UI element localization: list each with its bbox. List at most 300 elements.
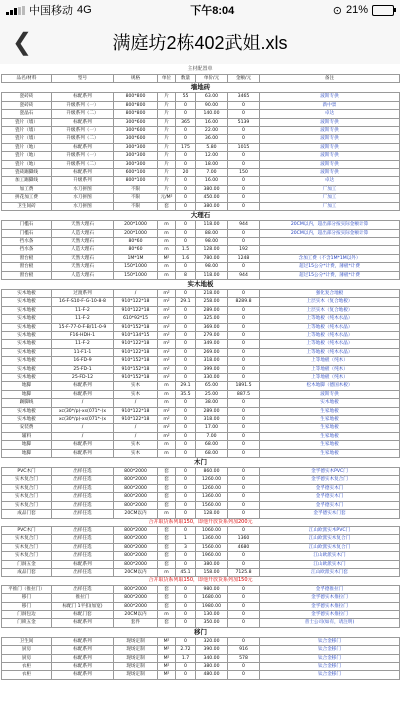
cell[interactable]: 升级系列（一） bbox=[52, 101, 114, 109]
cell[interactable]: 窗台板 bbox=[2, 271, 52, 279]
cell[interactable]: 0 bbox=[228, 160, 260, 168]
cell[interactable]: 910*122*18 bbox=[114, 298, 158, 306]
cell[interactable]: 800*2000 bbox=[114, 560, 158, 568]
cell[interactable]: 瓷片（地） bbox=[2, 152, 52, 160]
cell[interactable]: 29.1 bbox=[176, 382, 196, 390]
cell[interactable]: 套 bbox=[158, 619, 176, 627]
cell[interactable]: 20CM以内，超出部分按实际金额计算 bbox=[260, 221, 400, 229]
cell[interactable]: 910*152*18 bbox=[114, 323, 158, 331]
cell[interactable]: 25.00 bbox=[196, 390, 228, 398]
cell[interactable]: 0 bbox=[228, 671, 260, 679]
cell[interactable]: 1891.5 bbox=[228, 382, 260, 390]
cell[interactable]: 数量 bbox=[176, 75, 196, 83]
cell[interactable]: 升级系列（二） bbox=[52, 110, 114, 118]
cell[interactable]: 0 bbox=[228, 610, 260, 618]
cell[interactable]: 移门 bbox=[2, 594, 52, 602]
cell[interactable]: 厂加工 bbox=[260, 194, 400, 202]
cell[interactable]: 出样任选 bbox=[52, 493, 114, 501]
cell[interactable]: 上等地板（纯木水晶） bbox=[260, 315, 400, 323]
cell[interactable]: 实木地板 bbox=[2, 357, 52, 365]
cell[interactable]: 地脚 bbox=[2, 390, 52, 398]
cell[interactable]: 15-F-77-0-F-B/11-0-9 bbox=[52, 323, 114, 331]
cell[interactable]: 0 bbox=[176, 323, 196, 331]
cell[interactable]: 800*800 bbox=[114, 93, 158, 101]
cell[interactable]: 12.00 bbox=[196, 152, 228, 160]
cell[interactable]: 910*122*18 bbox=[114, 340, 158, 348]
cell[interactable]: 波斯专供 bbox=[260, 390, 400, 398]
cell[interactable]: 江山欧派实木复合门 bbox=[260, 535, 400, 543]
cell[interactable]: 升级系列（二） bbox=[52, 135, 114, 143]
cell[interactable]: m² bbox=[158, 348, 176, 356]
cell[interactable]: 1015 bbox=[228, 143, 260, 151]
cell[interactable]: 916 bbox=[228, 646, 260, 654]
cell[interactable]: 98.00 bbox=[196, 263, 228, 271]
cell[interactable]: 1060.00 bbox=[196, 526, 228, 534]
cell[interactable]: 人造大理石 bbox=[52, 271, 114, 279]
cell[interactable]: m² bbox=[158, 407, 176, 415]
cell[interactable]: 63.00 bbox=[196, 93, 228, 101]
cell[interactable]: 波斯专供 bbox=[260, 143, 400, 151]
cell[interactable]: m² bbox=[158, 331, 176, 339]
cell[interactable]: 门槛石 bbox=[2, 229, 52, 237]
cell[interactable]: 35.5 bbox=[176, 390, 196, 398]
cell[interactable]: m² bbox=[158, 424, 176, 432]
cell[interactable]: 片 bbox=[158, 135, 176, 143]
cell[interactable]: 0 bbox=[176, 424, 196, 432]
cell[interactable]: 0 bbox=[228, 407, 260, 415]
cell[interactable]: 升级系列（二） bbox=[52, 160, 114, 168]
cell[interactable]: 1.6 bbox=[176, 254, 196, 262]
cell[interactable]: 18.00 bbox=[196, 160, 228, 168]
cell[interactable]: 158.00 bbox=[196, 568, 228, 576]
cell[interactable]: 20CM以内 bbox=[114, 568, 158, 576]
cell[interactable] bbox=[260, 246, 400, 254]
cell[interactable]: 258.00 bbox=[196, 298, 228, 306]
cell[interactable]: m bbox=[158, 449, 176, 457]
cell[interactable]: 实木 bbox=[114, 449, 158, 457]
cell[interactable]: 套 bbox=[158, 202, 176, 210]
cell[interactable]: 厂加工 bbox=[260, 185, 400, 193]
cell[interactable]: 钛合金移门 bbox=[260, 654, 400, 662]
cell[interactable]: 标配系列 bbox=[52, 560, 114, 568]
cell[interactable]: 人造大理石 bbox=[52, 229, 114, 237]
cell[interactable]: 挡水条 bbox=[2, 246, 52, 254]
cell[interactable]: 0 bbox=[228, 399, 260, 407]
cell[interactable]: 实木地板 bbox=[2, 331, 52, 339]
cell[interactable]: m² bbox=[158, 315, 176, 323]
cell[interactable]: 8289.8 bbox=[228, 298, 260, 306]
cell[interactable]: m bbox=[158, 399, 176, 407]
cell[interactable]: 上等地板（纯木水晶） bbox=[260, 323, 400, 331]
cell[interactable]: 45.1 bbox=[176, 568, 196, 576]
cell[interactable]: 0 bbox=[176, 101, 196, 109]
cell[interactable]: 130.00 bbox=[196, 610, 228, 618]
cell[interactable]: 0 bbox=[176, 441, 196, 449]
cell[interactable]: 380.00 bbox=[196, 560, 228, 568]
cell[interactable]: 800*2000 bbox=[114, 585, 158, 593]
cell[interactable]: 片 bbox=[158, 169, 176, 177]
cell[interactable]: 800*2000 bbox=[114, 526, 158, 534]
cell[interactable]: 出样任选 bbox=[52, 526, 114, 534]
cell[interactable]: 片 bbox=[158, 177, 176, 185]
cell[interactable]: 910*122*18 bbox=[114, 407, 158, 415]
cell[interactable]: m bbox=[158, 568, 176, 576]
cell[interactable]: 安装费 bbox=[2, 424, 52, 432]
cell[interactable]: 300*300 bbox=[114, 160, 158, 168]
cell[interactable]: 实木地板 bbox=[2, 298, 52, 306]
cell[interactable]: 98.00 bbox=[196, 237, 228, 245]
cell[interactable]: 0 bbox=[228, 374, 260, 382]
cell[interactable]: m bbox=[158, 441, 176, 449]
cell[interactable]: / bbox=[114, 432, 158, 440]
cell[interactable]: 金孚德推拉门 bbox=[260, 585, 400, 593]
cell[interactable]: 金孚德实木推拉门 bbox=[260, 594, 400, 602]
cell[interactable]: 800*2000 bbox=[114, 594, 158, 602]
cell[interactable]: 800*2000 bbox=[114, 501, 158, 509]
cell[interactable]: 套 bbox=[158, 552, 176, 560]
cell[interactable]: 36.00 bbox=[196, 135, 228, 143]
cell[interactable]: 0 bbox=[176, 127, 196, 135]
cell[interactable]: 金孚德实木复合门 bbox=[260, 476, 400, 484]
cell[interactable]: 现场定制 bbox=[114, 671, 158, 679]
cell[interactable]: 1260.00 bbox=[196, 476, 228, 484]
cell[interactable]: 过渡系列 bbox=[52, 289, 114, 297]
cell[interactable]: 出样任选 bbox=[52, 568, 114, 576]
cell[interactable]: 实木复合门 bbox=[2, 493, 52, 501]
cell[interactable]: m bbox=[158, 382, 176, 390]
cell[interactable]: 800*100 bbox=[114, 177, 158, 185]
cell[interactable]: 910*134*15 bbox=[114, 331, 158, 339]
cell[interactable]: 0 bbox=[176, 221, 196, 229]
cell[interactable]: 1M*1M bbox=[114, 254, 158, 262]
cell[interactable]: 0 bbox=[176, 365, 196, 373]
cell[interactable]: 生家地板 bbox=[260, 407, 400, 415]
cell[interactable]: 20CM以内，超出部分按实际金额计算 bbox=[260, 229, 400, 237]
cell[interactable]: / bbox=[114, 424, 158, 432]
cell[interactable]: 0 bbox=[176, 552, 196, 560]
cell[interactable]: 生家地板 bbox=[260, 449, 400, 457]
cell[interactable]: 门洞五金 bbox=[2, 560, 52, 568]
cell[interactable]: 实木复合门 bbox=[2, 476, 52, 484]
cell[interactable]: 350.00 bbox=[196, 619, 228, 627]
cell[interactable]: 3 bbox=[176, 543, 196, 551]
cell[interactable]: 卓达 bbox=[260, 177, 400, 185]
cell[interactable]: 0 bbox=[228, 493, 260, 501]
cell[interactable]: 0 bbox=[176, 493, 196, 501]
cell[interactable]: 0 bbox=[176, 510, 196, 518]
cell[interactable]: 0 bbox=[176, 468, 196, 476]
cell[interactable]: 现场定制 bbox=[114, 637, 158, 645]
back-chevron-icon[interactable]: ❮ bbox=[12, 29, 33, 56]
cell[interactable]: 0 bbox=[176, 560, 196, 568]
cell[interactable]: 套 bbox=[158, 535, 176, 543]
cell[interactable]: 0 bbox=[228, 560, 260, 568]
cell[interactable]: 片 bbox=[158, 118, 176, 126]
cell[interactable]: 金孚德实木推拉门 bbox=[260, 610, 400, 618]
cell[interactable]: 0 bbox=[228, 194, 260, 202]
cell[interactable]: 860.00 bbox=[196, 468, 228, 476]
cell[interactable]: m² bbox=[158, 298, 176, 306]
cell[interactable]: 0 bbox=[176, 663, 196, 671]
cell[interactable]: 0 bbox=[176, 340, 196, 348]
cell[interactable]: 钛合金移门 bbox=[260, 663, 400, 671]
cell[interactable]: 卓达 bbox=[260, 110, 400, 118]
cell[interactable]: 出样任选 bbox=[52, 543, 114, 551]
cell[interactable]: 0 bbox=[176, 637, 196, 645]
cell[interactable]: 实木 bbox=[114, 390, 158, 398]
cell[interactable]: 套 bbox=[158, 484, 176, 492]
cell[interactable]: 0 bbox=[228, 416, 260, 424]
cell[interactable]: 369.00 bbox=[196, 323, 228, 331]
cell[interactable]: 1680.00 bbox=[196, 594, 228, 602]
cell[interactable]: 7125.8 bbox=[228, 568, 260, 576]
cell[interactable]: 门槛石 bbox=[2, 221, 52, 229]
cell[interactable]: 150 bbox=[228, 169, 260, 177]
cell[interactable]: 11-F-2 bbox=[52, 315, 114, 323]
cell[interactable]: 910*122*18 bbox=[114, 348, 158, 356]
cell[interactable]: 0 bbox=[176, 526, 196, 534]
cell[interactable]: 出样任选 bbox=[52, 468, 114, 476]
cell[interactable]: 现场定制 bbox=[114, 663, 158, 671]
cell[interactable]: 1.7 bbox=[176, 654, 196, 662]
cell[interactable]: 80*60 bbox=[114, 246, 158, 254]
cell[interactable]: 成品门套 bbox=[2, 568, 52, 576]
cell[interactable]: 450.00 bbox=[196, 194, 228, 202]
cell[interactable]: 0 bbox=[228, 449, 260, 457]
cell[interactable]: 套 bbox=[158, 585, 176, 593]
cell[interactable]: 片 bbox=[158, 185, 176, 193]
cell[interactable]: 现场定制 bbox=[114, 646, 158, 654]
cell[interactable]: 8 bbox=[176, 271, 196, 279]
cell[interactable]: 780.00 bbox=[196, 254, 228, 262]
cell[interactable]: 片 bbox=[158, 93, 176, 101]
cell[interactable]: 0 bbox=[228, 619, 260, 627]
cell[interactable]: 0 bbox=[228, 331, 260, 339]
cell[interactable]: 910*152*18 bbox=[114, 357, 158, 365]
cell[interactable]: 0 bbox=[228, 177, 260, 185]
cell[interactable]: 0 bbox=[176, 306, 196, 314]
cell[interactable]: 移门 bbox=[2, 602, 52, 610]
cell[interactable]: 出样任选 bbox=[52, 484, 114, 492]
cell[interactable]: 944 bbox=[228, 271, 260, 279]
cell[interactable]: 标配系列 bbox=[52, 646, 114, 654]
cell[interactable]: 0 bbox=[176, 202, 196, 210]
cell[interactable]: 踢脚线 bbox=[2, 399, 52, 407]
cell[interactable]: 实木地板 bbox=[260, 399, 400, 407]
cell[interactable]: 25-FD-12 bbox=[52, 374, 114, 382]
cell[interactable]: 强化复合地板 bbox=[260, 289, 400, 297]
cell[interactable]: 1 bbox=[176, 535, 196, 543]
cell[interactable]: 实木复合门 bbox=[2, 543, 52, 551]
cell[interactable]: 0 bbox=[176, 237, 196, 245]
cell[interactable]: 1248 bbox=[228, 254, 260, 262]
cell[interactable]: 300*600 bbox=[114, 135, 158, 143]
cell[interactable]: 944 bbox=[228, 221, 260, 229]
cell[interactable]: 0 bbox=[228, 340, 260, 348]
cell[interactable]: 17.00 bbox=[196, 424, 228, 432]
cell[interactable]: 0 bbox=[228, 348, 260, 356]
cell[interactable]: 0 bbox=[228, 510, 260, 518]
cell[interactable]: m bbox=[158, 221, 176, 229]
cell[interactable]: 118.00 bbox=[196, 271, 228, 279]
cell[interactable]: 单价/元 bbox=[196, 75, 228, 83]
cell[interactable]: 0 bbox=[176, 110, 196, 118]
cell[interactable]: 成品门套 bbox=[2, 510, 52, 518]
cell[interactable]: 150*1000 bbox=[114, 271, 158, 279]
cell[interactable]: 标配系列 bbox=[52, 382, 114, 390]
cell[interactable]: 800*800 bbox=[114, 101, 158, 109]
cell[interactable]: 波斯专供 bbox=[260, 160, 400, 168]
cell[interactable]: 0 bbox=[176, 416, 196, 424]
cell[interactable]: 0 bbox=[228, 432, 260, 440]
cell[interactable]: 地脚 bbox=[2, 441, 52, 449]
cell[interactable]: 出样任选 bbox=[52, 501, 114, 509]
cell[interactable]: 365 bbox=[176, 118, 196, 126]
cell[interactable]: 实木复合门 bbox=[2, 552, 52, 560]
cell[interactable]: 800*2000 bbox=[114, 552, 158, 560]
cell[interactable]: 980.00 bbox=[196, 585, 228, 593]
cell[interactable]: 0 bbox=[228, 594, 260, 602]
cell[interactable]: 标配系列 bbox=[52, 449, 114, 457]
cell[interactable]: 1560.00 bbox=[196, 501, 228, 509]
cell[interactable]: 金孚德实木推拉门 bbox=[260, 602, 400, 610]
cell[interactable]: 套 bbox=[158, 560, 176, 568]
cell[interactable]: 片 bbox=[158, 152, 176, 160]
cell[interactable]: 单位 bbox=[158, 75, 176, 83]
cell[interactable]: 金额/元 bbox=[228, 75, 260, 83]
cell[interactable]: 升级系列（一） bbox=[52, 127, 114, 135]
cell[interactable]: 325.00 bbox=[196, 315, 228, 323]
cell[interactable]: 钛合金移门 bbox=[260, 671, 400, 679]
cell[interactable]: 地脚 bbox=[2, 382, 52, 390]
cell[interactable]: 上等地板（纯木水晶） bbox=[260, 348, 400, 356]
cell[interactable]: 卫生间砖 bbox=[2, 202, 52, 210]
cell[interactable]: 江山欧派实木PVC门 bbox=[260, 526, 400, 534]
cell[interactable]: 标配系列 bbox=[52, 441, 114, 449]
cell[interactable]: 卫生间 bbox=[2, 637, 52, 645]
cell[interactable]: 0 bbox=[228, 127, 260, 135]
cell[interactable]: 269.00 bbox=[196, 348, 228, 356]
cell[interactable]: 现场定制 bbox=[114, 654, 158, 662]
cell[interactable]: 瓷砖砖 bbox=[2, 101, 52, 109]
cell[interactable]: 0 bbox=[176, 194, 196, 202]
cell[interactable]: 11-F-2 bbox=[52, 306, 114, 314]
cell[interactable]: 88.00 bbox=[196, 229, 228, 237]
cell[interactable]: 套 bbox=[158, 476, 176, 484]
cell[interactable]: 升级系列（一） bbox=[52, 152, 114, 160]
cell[interactable]: 390.00 bbox=[196, 646, 228, 654]
cell[interactable]: 0 bbox=[176, 594, 196, 602]
cell[interactable]: 20CM以内 bbox=[114, 610, 158, 618]
cell[interactable]: 0 bbox=[228, 357, 260, 365]
cell[interactable]: 0 bbox=[176, 177, 196, 185]
cell[interactable]: 0 bbox=[176, 315, 196, 323]
cell[interactable]: 标配系列 bbox=[52, 93, 114, 101]
cell[interactable]: 0 bbox=[176, 407, 196, 415]
cell[interactable]: 上等地板（纯木） bbox=[260, 357, 400, 365]
cell[interactable]: 320.00 bbox=[196, 637, 228, 645]
cell[interactable]: M² bbox=[158, 654, 176, 662]
cell[interactable]: 0 bbox=[176, 602, 196, 610]
cell[interactable]: 610*92*15 bbox=[114, 315, 158, 323]
cell[interactable]: 11-F1-1 bbox=[52, 348, 114, 356]
cell[interactable]: 118.00 bbox=[196, 221, 228, 229]
cell[interactable]: 波斯专供 bbox=[260, 127, 400, 135]
cell[interactable]: 0 bbox=[176, 135, 196, 143]
cell[interactable]: 1980.00 bbox=[196, 602, 228, 610]
cell[interactable]: 金孚德实木PVC门 bbox=[260, 468, 400, 476]
cell[interactable]: 天然大理石 bbox=[52, 254, 114, 262]
cell[interactable]: 279.00 bbox=[196, 331, 228, 339]
cell[interactable]: 300*300 bbox=[114, 143, 158, 151]
cell[interactable]: 实木地板 bbox=[2, 340, 52, 348]
cell[interactable]: / bbox=[114, 289, 158, 297]
cell[interactable]: 0 bbox=[176, 348, 196, 356]
cell[interactable]: 瓷砖踢脚线 bbox=[2, 169, 52, 177]
cell[interactable]: 江山欧派实木门套 bbox=[260, 568, 400, 576]
cell[interactable]: 波斯专供 bbox=[260, 118, 400, 126]
cell[interactable]: 标配系列 bbox=[52, 390, 114, 398]
cell[interactable]: PVC木门 bbox=[2, 526, 52, 534]
cell[interactable]: 人造大理石 bbox=[52, 246, 114, 254]
cell[interactable]: 330.00 bbox=[196, 374, 228, 382]
cell[interactable]: m bbox=[158, 390, 176, 398]
cell[interactable]: 218.00 bbox=[196, 289, 228, 297]
cell[interactable]: 实木地板 bbox=[2, 416, 52, 424]
cell[interactable]: 0 bbox=[176, 449, 196, 457]
cell[interactable]: 0 bbox=[176, 263, 196, 271]
cell[interactable]: 实木地板 bbox=[2, 374, 52, 382]
cell[interactable]: xc(30*/p)-xs(071*-)x bbox=[52, 416, 114, 424]
cell[interactable]: 1260.00 bbox=[196, 484, 228, 492]
cell[interactable]: 厂加工 bbox=[260, 202, 400, 210]
cell[interactable]: 瓷砖砖 bbox=[2, 93, 52, 101]
cell[interactable]: 标配系列 bbox=[52, 671, 114, 679]
cell[interactable]: 68.00 bbox=[196, 449, 228, 457]
cell[interactable]: 标配系列 bbox=[52, 169, 114, 177]
cell[interactable]: 水刀拼图 bbox=[52, 194, 114, 202]
cell[interactable]: 衣柜 bbox=[2, 663, 52, 671]
cell[interactable]: 0 bbox=[176, 331, 196, 339]
cell[interactable]: 0 bbox=[176, 671, 196, 679]
cell[interactable]: 标配系列 bbox=[52, 663, 114, 671]
cell[interactable]: 800*2000 bbox=[114, 493, 158, 501]
cell[interactable]: 平推门（推拉门） bbox=[2, 585, 52, 593]
cell[interactable]: 0 bbox=[176, 476, 196, 484]
cell[interactable]: 38.00 bbox=[196, 399, 228, 407]
cell[interactable]: 7.00 bbox=[196, 169, 228, 177]
cell[interactable]: 3465 bbox=[228, 93, 260, 101]
cell[interactable]: 1560.00 bbox=[196, 543, 228, 551]
cell[interactable]: m bbox=[158, 271, 176, 279]
cell[interactable]: 800*2000 bbox=[114, 476, 158, 484]
cell[interactable]: 7.00 bbox=[196, 432, 228, 440]
cell[interactable]: 片 bbox=[158, 160, 176, 168]
cell[interactable]: 16.00 bbox=[196, 177, 228, 185]
cell[interactable]: 套 bbox=[158, 543, 176, 551]
cell[interactable]: 5139 bbox=[228, 118, 260, 126]
cell[interactable]: 80*60 bbox=[114, 237, 158, 245]
cell[interactable]: 波斯专供 bbox=[260, 93, 400, 101]
cell[interactable]: 门锁五金 bbox=[2, 619, 52, 627]
cell[interactable]: 品名/材料 bbox=[2, 75, 52, 83]
cell[interactable]: 0 bbox=[228, 110, 260, 118]
cell[interactable]: 金孚德实木门套 bbox=[260, 510, 400, 518]
cell[interactable]: 标配系列 bbox=[52, 654, 114, 662]
cell[interactable]: 厨房 bbox=[2, 646, 52, 654]
cell[interactable]: 887.5 bbox=[228, 390, 260, 398]
cell[interactable]: 水刀拼图 bbox=[52, 202, 114, 210]
